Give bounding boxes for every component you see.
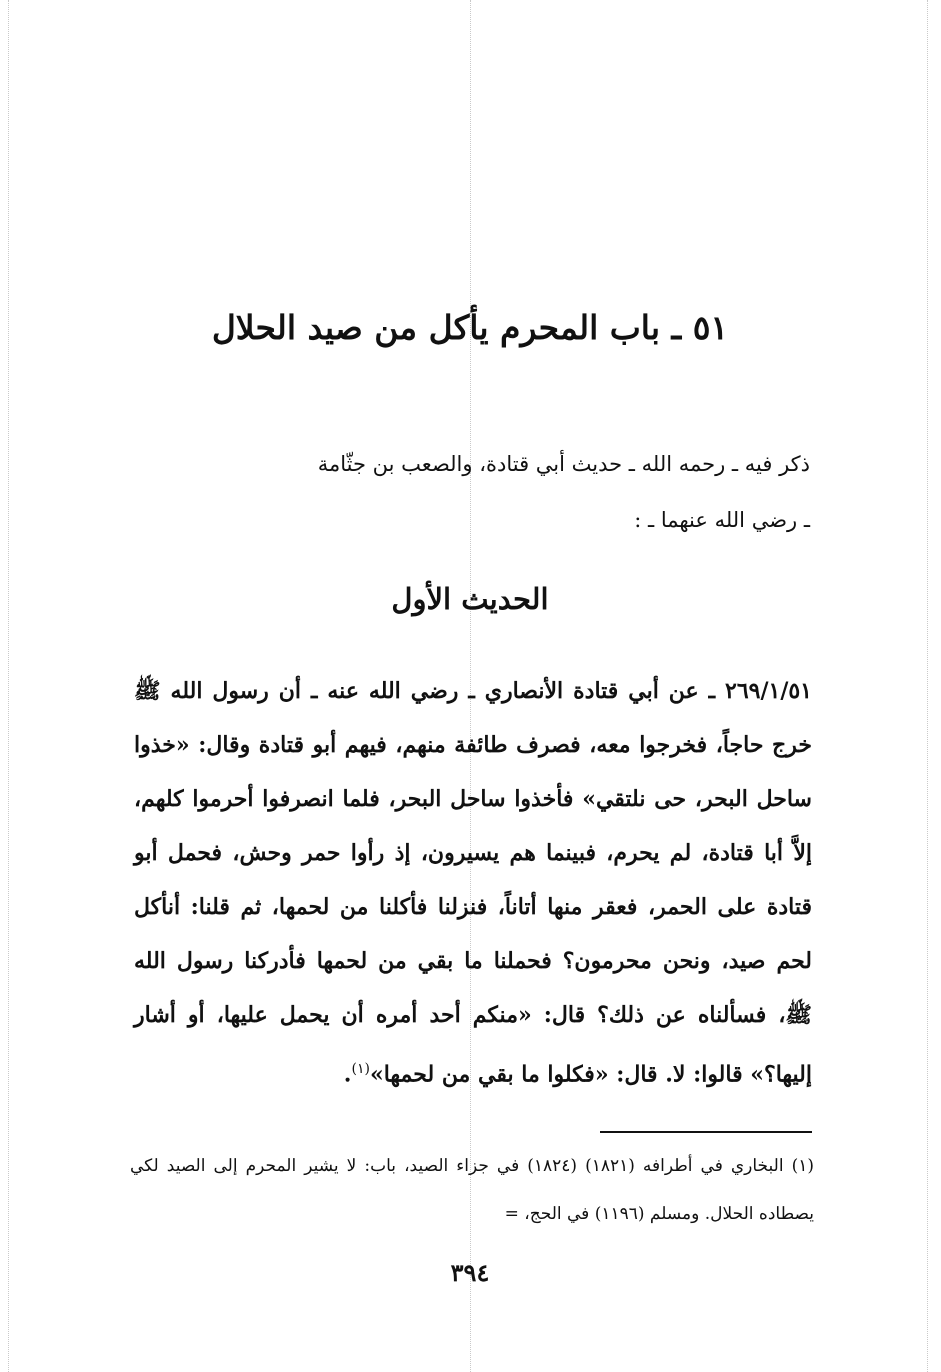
scan-guide-line-left <box>8 0 9 1372</box>
footnote-divider <box>600 1131 812 1133</box>
footnote-reference: (١) <box>351 1061 370 1077</box>
scan-guide-line-right <box>927 0 928 1372</box>
page-number: ٣٩٤ <box>450 1258 490 1287</box>
intro-paragraph <box>130 436 810 548</box>
footnote-text: (١) البخاري في أطرافه (١٨٢١) (١٨٢٤) في جزاء الصيد، باب: لا يشير المحرم إلى الصيد لكي يصطاده الحلال. ومسلم (١١٩٦) في الحج، = <box>130 1156 814 1224</box>
chapter-title: ٥١ ـ باب المحرم يأكل من صيد الحلال <box>211 308 729 347</box>
hadith-heading: الحديث الأول <box>391 582 549 616</box>
hadith-text: ٢٦٩/١/٥١ ـ عن أبي قتادة الأنصاري ـ رضي الله عنه ـ أن رسول الله ﷺ خرج حاجاً، فخرجوا معه، فصرف طائفة منهم، فيهم أبو قتادة وقال: «خذوا ساحل البحر، حى نلتقي» فأخذوا ساحل البحر، فلما انصرفوا أحرموا كلهم، إلاَّ أبا قتادة، لم يحرم، فبينما هم يسيرون، إذ رأوا حمر وحش، فحمل أبو قتادة على الحمر، فعقر منها أتاناً، فنزلنا فأكلنا من لحمها، ثم قلنا: أنأكل لحم صيد، ونحن محرمون؟ فحملنا ما بقي من لحمها فأدركنا رسول الله ﷺ، فسألناه عن ذلك؟ قال: «منكم أحد أمره أن يحمل عليها، أو أشار إليها؟» قالوا: لا. قال: «فكلوا ما بقي من لحمها»$^{(١)}$. <box>134 678 812 1088</box>
intro-line-1: ذكر فيه ـ رحمه الله ـ حديث أبي قتادة، والصعب بن جثّامة <box>317 452 810 476</box>
intro-line-2: ـ رضي الله عنهما ـ : <box>634 508 810 532</box>
hadith-body: ٢٦٩/١/٥١ ـ عن أبي قتادة الأنصاري ـ رضي الله عنه ـ أن رسول الله ﷺ خرج حاجاً، فخرجوا معه، فصرف طائفة منهم، فيهم أبو قتادة وقال: «خذوا ساحل البحر، حى نلتقي» فأخذوا ساحل البحر، فلما انصرفوا أحرموا كلهم، إلاَّ أبا قتادة، لم يحرم، فبينما هم يسيرون، إذ رأوا حمر وحش، فحمل أبو قتادة على الحمر، فعقر منها أتاناً، فنزلنا فأكلنا من لحمها، ثم قلنا: أنأكل لحم صيد، ونحن محرمون؟ فحملنا ما بقي من لحمها فأدركنا رسول الله ﷺ، فسألناه عن ذلك؟ قال: «منكم أحد أمره أن يحمل عليها، أو أشار إليها؟» قالوا: لا. قال: «فكلوا ما بقي من لحمها» <box>134 678 812 1088</box>
